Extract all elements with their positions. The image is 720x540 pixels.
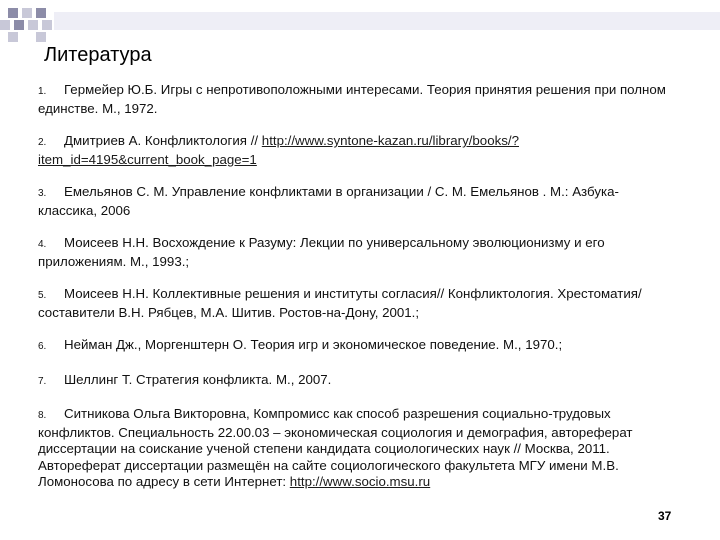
reference-item (38, 133, 670, 168)
reference-item (38, 235, 670, 270)
deco-square (8, 8, 18, 18)
reference-text: Емельянов С. М. Управление конфликтами в организации / С. М. Емельянов . М.: Азбука-классика, 2006 (38, 184, 619, 218)
reference-item (38, 286, 670, 321)
deco-square (22, 8, 32, 18)
reference-item (38, 337, 670, 356)
deco-square (0, 20, 10, 30)
reference-number: 4. (38, 239, 47, 250)
reference-text: Моисеев Н.Н. Коллективные решения и институты согласия// Конфликтология. Хрестоматия/ составители В.Н. Рябцев, М.А. Шитив. Ростов-на-Дону, 2001.; (38, 286, 642, 320)
reference-number: 2. (38, 137, 47, 148)
deco-square (8, 32, 18, 42)
reference-text: Моисеев Н.Н. Восхождение к Разуму: Лекции по универсальному эволюционизму и его приложениям. М., 1993.; (38, 235, 605, 269)
reference-number: 6. (38, 341, 47, 352)
reference-text: Нейман Дж., Моргенштерн О. Теория игр и экономическое поведение. М., 1970.; (64, 337, 563, 352)
reference-number: 3. (38, 188, 47, 199)
reference-item (38, 82, 670, 117)
reference-item (38, 372, 670, 391)
reference-text: Ситникова Ольга Викторовна, Компромисс как способ разрешения социально-трудовых конфликтов. Специальность 22.00.03 – экономическая социология и демография, автореферат диссертации на соискание ученой степени кандидата социологических наук // Москва, 2011. Автореферат диссертации размещён на сайте социологического факультета МГУ имени М.В. Ломоносова по адресу в сети Интернет: (38, 406, 633, 489)
slide-title: Литература (44, 44, 152, 66)
deco-square (36, 32, 46, 42)
reference-number: 1. (38, 86, 47, 97)
header-decoration (0, 0, 720, 48)
reference-number: 5. (38, 290, 47, 301)
reference-text: Гермейер Ю.Б. Игры с непротивоположными интересами. Теория принятия решения при полном единстве. М., 1972. (38, 82, 666, 116)
reference-number: 8. (38, 410, 47, 421)
reference-text: Шеллинг Т. Стратегия конфликта. М., 2007. (64, 371, 332, 387)
reference-list (38, 82, 670, 507)
deco-square (14, 20, 24, 30)
reference-text: Дмитриев А. Конфликтология // (64, 133, 262, 148)
reference-item (38, 406, 670, 491)
deco-square (42, 20, 52, 30)
deco-square (36, 8, 46, 18)
page-number: 37 (658, 509, 672, 523)
reference-link[interactable]: http://www.syntone-kazan.ru/library/books/?item_id=4195&current_book_page=1 (38, 133, 519, 167)
reference-number: 7. (38, 375, 47, 387)
deco-square (28, 20, 38, 30)
reference-item (38, 184, 670, 219)
header-strip (54, 12, 720, 30)
reference-link[interactable]: http://www.socio.msu.ru (289, 474, 431, 489)
